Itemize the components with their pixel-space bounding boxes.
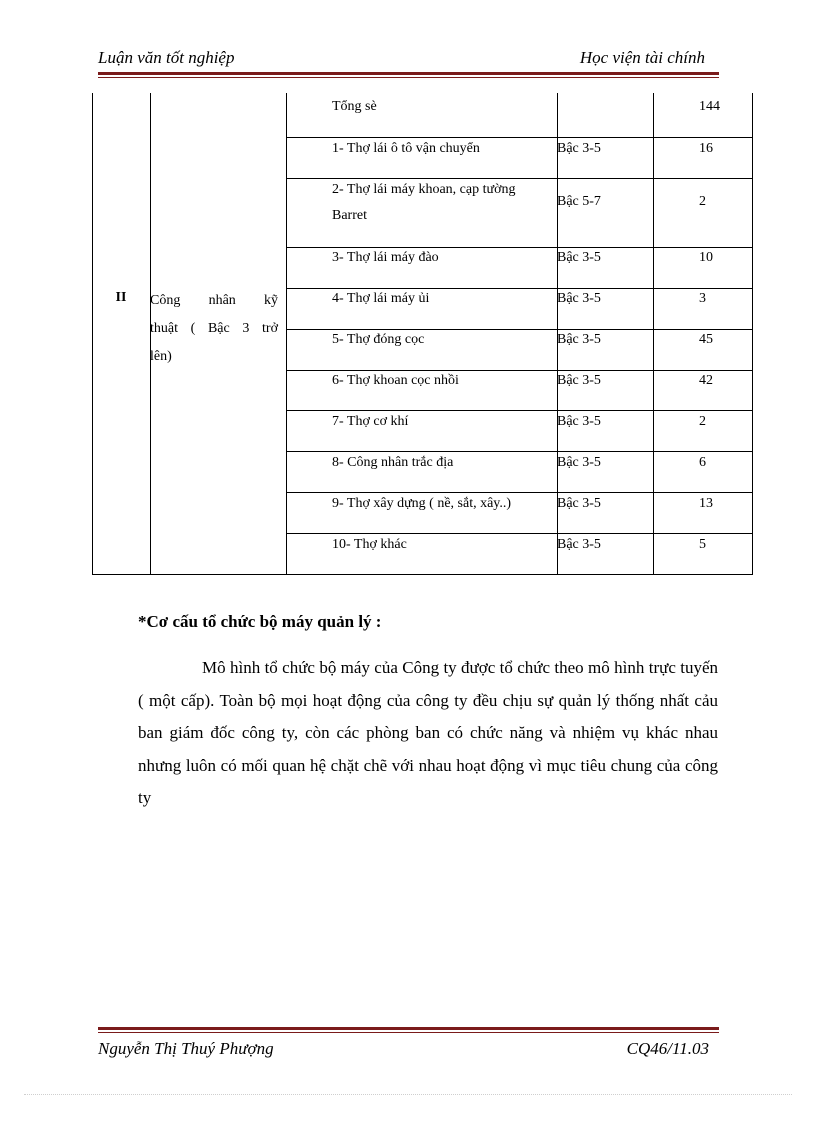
workers-table (92, 93, 753, 575)
row-divider (286, 178, 753, 179)
job-count: 5 (699, 537, 706, 552)
table-border-bottom (92, 574, 753, 575)
job-name: 8- Công nhân trắc địa (332, 455, 454, 470)
section-title: *Cơ cấu tổ chức bộ máy quản lý : (138, 612, 382, 631)
row-divider (286, 247, 753, 248)
job-name-cont: Barret (332, 208, 367, 223)
footer-rule-thin (98, 1032, 719, 1033)
job-level: Bậc 3-5 (557, 455, 601, 470)
job-level: Bậc 5-7 (557, 194, 601, 209)
group-label-line2: thuật ( Bậc 3 trở (150, 321, 278, 336)
row-divider (286, 410, 753, 411)
row-group-label (150, 287, 278, 371)
row-group-number: II (115, 290, 127, 305)
row-divider (286, 451, 753, 452)
row-divider (286, 329, 753, 330)
row-divider (286, 533, 753, 534)
job-level: Bậc 3-5 (557, 332, 601, 347)
job-level: Bậc 3-5 (557, 250, 601, 265)
job-level: Bậc 3-5 (557, 291, 601, 306)
table-col-divider-4 (653, 93, 654, 575)
job-name: Tổng sè (332, 99, 377, 114)
job-name: 4- Thợ lái máy ủi (332, 291, 430, 306)
job-name: 6- Thợ khoan cọc nhồi (332, 373, 459, 388)
page-footer (98, 1039, 719, 1061)
job-count: 3 (699, 291, 706, 306)
job-name: 2- Thợ lái máy khoan, cạp tường (332, 182, 516, 197)
table-border-left (92, 93, 93, 575)
body-paragraph: Mô hình tổ chức bộ máy của Công ty được tổ chức theo mô hình trực tuyến ( một cấp). Toàn bộ mọi hoạt động của công ty đều chịu sự quản lý thống nhất cảu ban giám đốc công ty, còn các phòng ban có chức năng và nhiệm vụ khác nhau nhưng luôn có mối quan hệ chặt chẽ với nhau hoạt động vì mục tiêu chung của công ty (138, 658, 718, 807)
header-rule-thick (98, 72, 719, 75)
job-count: 6 (699, 455, 706, 470)
job-name: 3- Thợ lái máy đào (332, 250, 439, 265)
job-name: 9- Thợ xây dựng ( nề, sắt, xây..) (332, 496, 512, 511)
row-divider (286, 137, 753, 138)
job-name: 1- Thợ lái ô tô vận chuyển (332, 141, 480, 156)
job-level: Bậc 3-5 (557, 537, 601, 552)
header-rule-thin (98, 77, 719, 78)
header-institution: Học viện tài chính (579, 48, 705, 67)
footer-class-code: CQ46/11.03 (626, 1039, 709, 1058)
job-count: 2 (699, 414, 706, 429)
row-divider (286, 288, 753, 289)
job-count: 13 (699, 496, 713, 511)
group-label-line1: Công nhân kỹ (150, 293, 278, 308)
job-count: 16 (699, 141, 713, 156)
job-count: 42 (699, 373, 713, 388)
job-name: 5- Thợ đóng cọc (332, 332, 425, 347)
job-count: 45 (699, 332, 713, 347)
table-border-right (752, 93, 753, 575)
footer-rule-thick (98, 1027, 719, 1030)
job-level: Bậc 3-5 (557, 373, 601, 388)
group-label-line3: lên) (150, 349, 172, 364)
job-level: Bậc 3-5 (557, 496, 601, 511)
page-bottom-dotted-line (24, 1094, 792, 1095)
page-header (98, 48, 719, 70)
row-divider (286, 492, 753, 493)
job-count: 10 (699, 250, 713, 265)
job-level: Bậc 3-5 (557, 141, 601, 156)
footer-author: Nguyễn Thị Thuý Phượng (98, 1039, 274, 1058)
job-count: 144 (699, 99, 720, 114)
header-thesis-label: Luận văn tốt nghiệp (98, 48, 235, 67)
table-col-divider-2 (286, 93, 287, 575)
job-name: 10- Thợ khác (332, 537, 407, 552)
job-count: 2 (699, 194, 706, 209)
row-divider (286, 370, 753, 371)
job-name: 7- Thợ cơ khí (332, 414, 409, 429)
job-level: Bậc 3-5 (557, 414, 601, 429)
